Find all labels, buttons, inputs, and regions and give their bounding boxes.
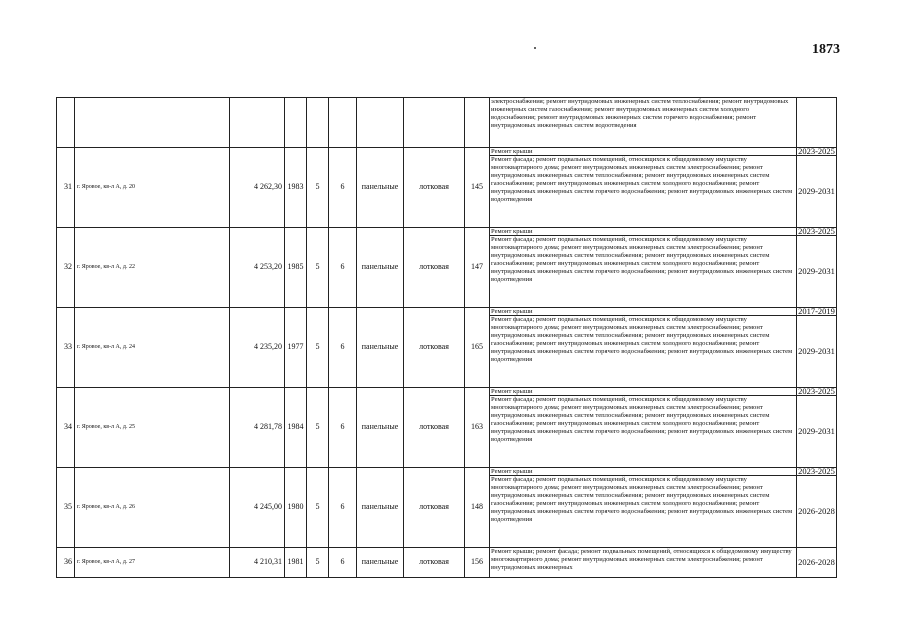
cell-work: Ремонт фасада; ремонт подвальных помещений, относящихся к общедомовому имуществу многоквартирного дома; ремонт внутридомовых инженерных систем электроснабжения; ремонт внутридомовых инженерных систем теплоснабжения; ремонт внутридомовых инженерных систем газоснабжения; ремонт внутридомовых инженерных систем холодного водоснабжения; ремонт внутридомовых инженерных систем горячего водоснабжения; ремонт внутридомовых инженерных систем водоотведения bbox=[490, 236, 797, 308]
cell-entrances: 6 bbox=[329, 388, 357, 468]
cell-num: 31 bbox=[57, 148, 75, 228]
cell-work: Ремонт крыши bbox=[490, 308, 797, 316]
cell-area: 4 245,00 bbox=[230, 468, 285, 548]
cell-work: Ремонт крыши; ремонт фасада; ремонт подвальных помещений, относящихся к общедомовому имуществу многоквартирного дома; ремонт внутридомовых инженерных систем электроснабжения; ремонт внутридомовых инженерных bbox=[490, 548, 797, 578]
cell-work: Ремонт фасада; ремонт подвальных помещений, относящихся к общедомовому имуществу многоквартирного дома; ремонт внутридомовых инженерных систем электроснабжения; ремонт внутридомовых инженерных систем теплоснабжения; ремонт внутридомовых инженерных систем газоснабжения; ремонт внутридомовых инженерных систем холодного водоснабжения; ремонт внутридомовых инженерных систем горячего водоснабжения; ремонт внутридомовых инженерных систем водоотведения bbox=[490, 396, 797, 468]
cell-residents: 165 bbox=[465, 308, 490, 388]
cell-floors: 5 bbox=[307, 548, 329, 578]
cell-walls: панельные bbox=[357, 308, 404, 388]
cell-roof: лотковая bbox=[404, 308, 465, 388]
cell-floors: 5 bbox=[307, 388, 329, 468]
cell-area: 4 253,20 bbox=[230, 228, 285, 308]
cell-roof bbox=[404, 98, 465, 148]
cell-period: 2017-2019 bbox=[798, 307, 835, 316]
table-row bbox=[57, 468, 837, 476]
cell-area: 4 210,31 bbox=[230, 548, 285, 578]
cell-work: Ремонт фасада; ремонт подвальных помещений, относящихся к общедомовому имуществу многоквартирного дома; ремонт внутридомовых инженерных систем электроснабжения; ремонт внутридомовых инженерных систем теплоснабжения; ремонт внутридомовых инженерных систем газоснабжения; ремонт внутридомовых инженерных систем холодного водоснабжения; ремонт внутридомовых инженерных систем горячего водоснабжения; ремонт внутридомовых инженерных систем водоотведения bbox=[490, 156, 797, 228]
repair-program-table bbox=[56, 97, 837, 578]
table-body bbox=[57, 98, 837, 578]
cell-entrances: 6 bbox=[329, 228, 357, 308]
cell-num: 35 bbox=[57, 468, 75, 548]
cell-period: 2029-2031 bbox=[797, 396, 837, 468]
scan-speck bbox=[534, 47, 536, 49]
table-row bbox=[57, 308, 837, 316]
cell-address: г. Яровое, кв-л А, д. 25 bbox=[75, 388, 230, 468]
cell-residents: 147 bbox=[465, 228, 490, 308]
cell-num: 36 bbox=[57, 548, 75, 578]
cell-entrances bbox=[329, 98, 357, 148]
cell-address: г. Яровое, кв-л А, д. 24 bbox=[75, 308, 230, 388]
table-row-continuation bbox=[57, 98, 837, 148]
cell-year: 1983 bbox=[285, 148, 307, 228]
cell-roof: лотковая bbox=[404, 548, 465, 578]
cell-floors: 5 bbox=[307, 308, 329, 388]
cell-walls: панельные bbox=[357, 468, 404, 548]
cell-period: 2026-2028 bbox=[797, 548, 837, 578]
cell-residents: 148 bbox=[465, 468, 490, 548]
cell-period: 2023-2025 bbox=[798, 147, 835, 156]
cell-year: 1985 bbox=[285, 228, 307, 308]
cell-num: 33 bbox=[57, 308, 75, 388]
cell-residents: 156 bbox=[465, 548, 490, 578]
page-number: 1873 bbox=[812, 42, 840, 57]
cell-year bbox=[285, 98, 307, 148]
cell-work: Ремонт фасада; ремонт подвальных помещений, относящихся к общедомовому имуществу многоквартирного дома; ремонт внутридомовых инженерных систем электроснабжения; ремонт внутридомовых инженерных систем теплоснабжения; ремонт внутридомовых инженерных систем газоснабжения; ремонт внутридомовых инженерных систем холодного водоснабжения; ремонт внутридомовых инженерных систем горячего водоснабжения; ремонт внутридомовых инженерных систем водоотведения bbox=[490, 316, 797, 388]
cell-entrances: 6 bbox=[329, 548, 357, 578]
cell-work: Ремонт крыши bbox=[490, 468, 797, 476]
cell-area: 4 281,78 bbox=[230, 388, 285, 468]
cell-work: Ремонт крыши bbox=[490, 228, 797, 236]
cell-address: г. Яровое, кв-л А, д. 20 bbox=[75, 148, 230, 228]
cell-roof: лотковая bbox=[404, 148, 465, 228]
cell-address: г. Яровое, кв-л А, д. 26 bbox=[75, 468, 230, 548]
table-row bbox=[57, 148, 837, 156]
cell-residents: 145 bbox=[465, 148, 490, 228]
cell-floors bbox=[307, 98, 329, 148]
cell-walls: панельные bbox=[357, 148, 404, 228]
cell-period: 2029-2031 bbox=[797, 316, 837, 388]
cell-entrances: 6 bbox=[329, 308, 357, 388]
cell-area bbox=[230, 98, 285, 148]
cell-entrances: 6 bbox=[329, 148, 357, 228]
cell-year: 1984 bbox=[285, 388, 307, 468]
cell-period: 2029-2031 bbox=[797, 156, 837, 228]
cell-residents bbox=[465, 98, 490, 148]
cell-address: г. Яровое, кв-л А, д. 27 bbox=[75, 548, 230, 578]
cell-year: 1977 bbox=[285, 308, 307, 388]
cell-roof: лотковая bbox=[404, 468, 465, 548]
cell-work: Ремонт фасада; ремонт подвальных помещений, относящихся к общедомовому имуществу многоквартирного дома; ремонт внутридомовых инженерных систем электроснабжения; ремонт внутридомовых инженерных систем теплоснабжения; ремонт внутридомовых инженерных систем газоснабжения; ремонт внутридомовых инженерных систем холодного водоснабжения; ремонт внутридомовых инженерных систем горячего водоснабжения; ремонт внутридомовых инженерных систем водоотведения bbox=[490, 476, 797, 548]
cell-walls: панельные bbox=[357, 548, 404, 578]
cell-period: 2023-2025 bbox=[798, 227, 835, 236]
cell-area: 4 235,20 bbox=[230, 308, 285, 388]
cell-period bbox=[797, 98, 837, 148]
cell-roof: лотковая bbox=[404, 228, 465, 308]
cell-period: 2029-2031 bbox=[797, 236, 837, 308]
cell-address: г. Яровое, кв-л А, д. 22 bbox=[75, 228, 230, 308]
cell-floors: 5 bbox=[307, 468, 329, 548]
cell-walls: панельные bbox=[357, 388, 404, 468]
cell-year: 1980 bbox=[285, 468, 307, 548]
cell-residents: 163 bbox=[465, 388, 490, 468]
cell-address bbox=[75, 98, 230, 148]
table-row bbox=[57, 388, 837, 396]
cell-walls: панельные bbox=[357, 228, 404, 308]
cell-year: 1981 bbox=[285, 548, 307, 578]
cell-num: 34 bbox=[57, 388, 75, 468]
cell-work: Ремонт крыши bbox=[490, 388, 797, 396]
cell-walls bbox=[357, 98, 404, 148]
cell-floors: 5 bbox=[307, 148, 329, 228]
cell-period: 2026-2028 bbox=[797, 476, 837, 548]
cell-floors: 5 bbox=[307, 228, 329, 308]
repair-program-table-wrapper bbox=[56, 97, 837, 578]
table-row bbox=[57, 548, 837, 578]
cell-roof: лотковая bbox=[404, 388, 465, 468]
cell-area: 4 262,30 bbox=[230, 148, 285, 228]
cell-num: 32 bbox=[57, 228, 75, 308]
cell-period: 2023-2025 bbox=[798, 467, 835, 476]
table-row bbox=[57, 228, 837, 236]
cell-entrances: 6 bbox=[329, 468, 357, 548]
cell-work: Ремонт крыши bbox=[490, 148, 797, 156]
cell-num bbox=[57, 98, 75, 148]
cell-work-continuation: электроснабжения; ремонт внутридомовых инженерных систем теплоснабжения; ремонт внутридомовых инженерных систем газоснабжения; ремонт внутридомовых инженерных систем холодного водоснабжения; ремонт внутридомовых инженерных систем горячего водоснабжения; ремонт внутридомовых инженерных систем водоотведения bbox=[490, 98, 797, 148]
cell-period: 2023-2025 bbox=[798, 387, 835, 396]
